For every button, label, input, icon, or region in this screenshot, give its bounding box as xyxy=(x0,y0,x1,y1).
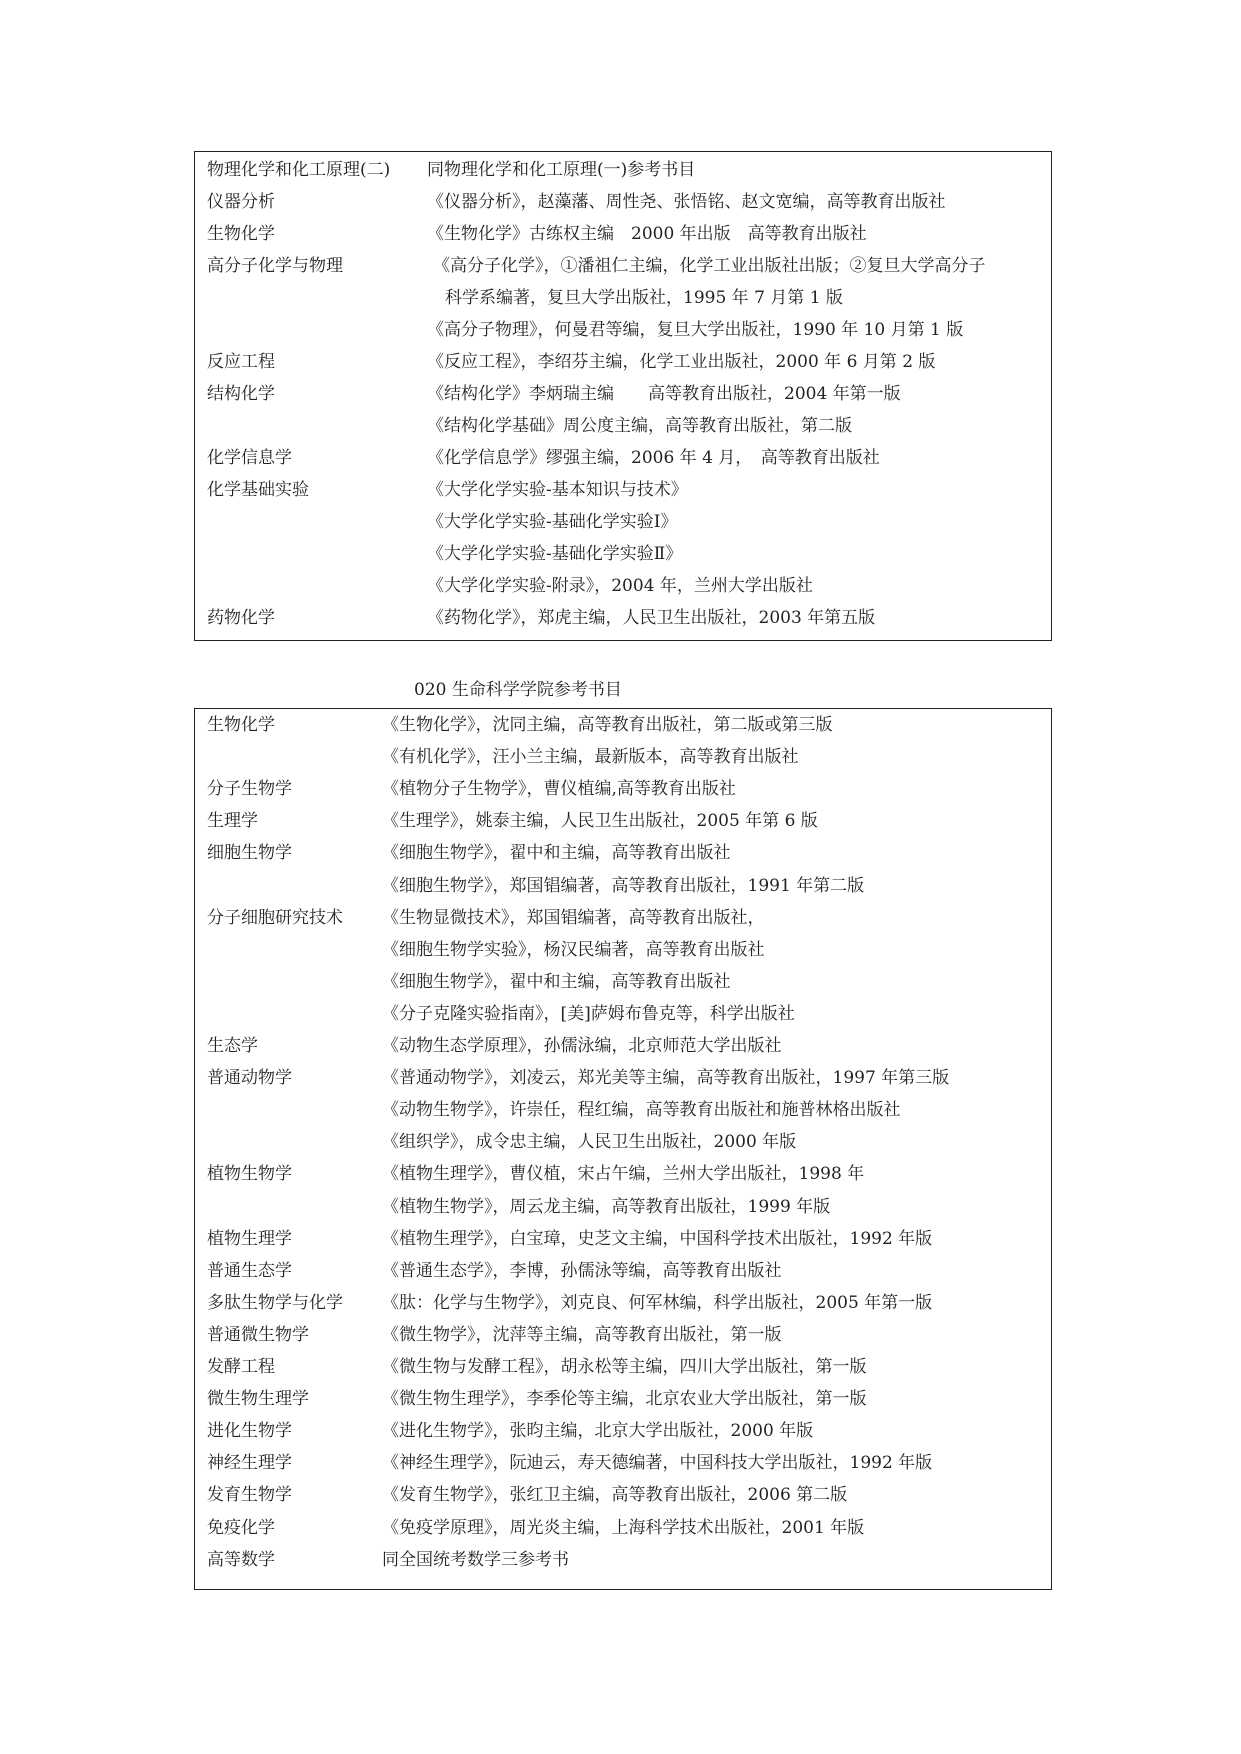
table-row xyxy=(195,805,1051,837)
subject-name: 发酵工程 xyxy=(207,1357,275,1377)
reference-book: 《细胞生物学》，郑国锠编著，高等教育出版社，1991 年第二版 xyxy=(382,875,865,896)
subject-name: 生物化学 xyxy=(207,715,275,735)
reference-book: 《植物分子生物学》，曹仪植编,高等教育出版社 xyxy=(382,779,736,800)
reference-book: 《有机化学》，汪小兰主编，最新版本，高等教育出版社 xyxy=(382,747,799,768)
table-row xyxy=(195,570,1051,602)
table-row xyxy=(195,837,1051,869)
table-row xyxy=(195,602,1051,634)
reference-book: 《微生物学》，沈萍等主编，高等教育出版社，第一版 xyxy=(382,1324,782,1345)
reference-book: 《结构化学》李炳瑞主编 高等教育出版社，2004 年第一版 xyxy=(427,384,901,404)
subject-name: 普通动物学 xyxy=(207,1068,292,1089)
reference-book: 《大学化学实验-附录》，2004 年，兰州大学出版社 xyxy=(427,576,813,596)
reference-book: 《植物生理学》，曹仪植，宋占午编，兰州大学出版社，1998 年 xyxy=(382,1164,865,1185)
table-row xyxy=(195,1158,1051,1190)
reference-book: 《植物生物学》，周云龙主编，高等教育出版社，1999 年版 xyxy=(382,1196,831,1217)
subject-name: 物理化学和化工原理(二) xyxy=(207,160,391,180)
reference-book: 同全国统考数学三参考书 xyxy=(382,1549,569,1570)
life-science-reference-table xyxy=(194,708,1052,1590)
table-row xyxy=(195,410,1051,442)
subject-name: 生态学 xyxy=(207,1036,258,1056)
subject-name: 化学基础实验 xyxy=(207,480,309,500)
subject-name: 普通生态学 xyxy=(207,1260,292,1281)
subject-name: 高等数学 xyxy=(207,1549,275,1570)
table-row xyxy=(195,1351,1051,1383)
table-row xyxy=(195,1126,1051,1158)
reference-book: 《生物化学》古练权主编 2000 年出版 高等教育出版社 xyxy=(427,224,867,244)
table-row xyxy=(195,474,1051,506)
table-row xyxy=(195,218,1051,250)
reference-book: 《细胞生物学》，翟中和主编，高等教育出版社 xyxy=(382,971,731,992)
reference-book: 《动物生物学》，许崇任，程红编，高等教育出版社和施普林格出版社 xyxy=(382,1100,901,1121)
reference-book: 《大学化学实验-基础化学实验Ⅱ》 xyxy=(427,544,683,564)
table-row xyxy=(195,1223,1051,1255)
reference-book: 《普通动物学》，刘凌云，郑光美等主编，高等教育出版社，1997 年第三版 xyxy=(382,1068,950,1089)
subject-name: 进化生物学 xyxy=(207,1421,292,1442)
table-row xyxy=(195,346,1051,378)
table-row xyxy=(195,966,1051,998)
subject-name: 微生物生理学 xyxy=(207,1389,309,1410)
table-row xyxy=(195,186,1051,218)
reference-book: 《分子克隆实验指南》，[美]萨姆布鲁克等，科学出版社 xyxy=(382,1003,795,1024)
subject-name: 分子生物学 xyxy=(207,779,292,800)
table-row xyxy=(195,1383,1051,1415)
reference-book: 《动物生态学原理》，孙儒泳编，北京师范大学出版社 xyxy=(382,1036,782,1056)
reference-book: 《反应工程》，李绍芬主编，化学工业出版社，2000 年 6 月第 2 版 xyxy=(427,352,936,372)
table-row xyxy=(195,1062,1051,1094)
subject-name: 结构化学 xyxy=(207,384,275,404)
reference-book: 《发育生物学》，张红卫主编，高等教育出版社，2006 第二版 xyxy=(382,1485,848,1506)
table-row xyxy=(195,934,1051,966)
subject-name: 免疫化学 xyxy=(207,1517,275,1538)
reference-book: 《仪器分析》，赵藻藩、周性尧、张悟铭、赵文宽编，高等教育出版社 xyxy=(427,192,946,212)
table-row xyxy=(195,538,1051,570)
subject-name: 高分子化学与物理 xyxy=(207,256,343,276)
life-science-section-title: 020 生命科学学院参考书目 xyxy=(414,680,622,700)
reference-book: 《高分子物理》，何曼君等编，复旦大学出版社，1990 年 10 月第 1 版 xyxy=(427,320,964,340)
subject-name: 分子细胞研究技术 xyxy=(207,907,343,928)
table-row xyxy=(195,1255,1051,1287)
table-row xyxy=(195,870,1051,902)
table-row xyxy=(195,741,1051,773)
table-row xyxy=(195,314,1051,346)
reference-book: 《微生物生理学》，李季伦等主编，北京农业大学出版社，第一版 xyxy=(382,1389,867,1410)
subject-name: 仪器分析 xyxy=(207,192,275,212)
table-row xyxy=(195,282,1051,314)
reference-book: 《细胞生物学实验》，杨汉民编著，高等教育出版社 xyxy=(382,939,765,960)
table-row xyxy=(195,1415,1051,1447)
subject-name: 神经生理学 xyxy=(207,1453,292,1474)
reference-book: 《大学化学实验-基础化学实验Ⅰ》 xyxy=(427,512,678,532)
reference-book: 《化学信息学》缪强主编，2006 年 4 月， 高等教育出版社 xyxy=(427,448,880,468)
subject-name: 细胞生物学 xyxy=(207,843,292,864)
subject-name: 多肽生物学与化学 xyxy=(207,1292,343,1313)
reference-book: 《肽：化学与生物学》，刘克良、何军林编，科学出版社，2005 年第一版 xyxy=(382,1292,933,1313)
table-row xyxy=(195,1544,1051,1576)
subject-name: 植物生理学 xyxy=(207,1228,292,1249)
reference-book: 《神经生理学》，阮迪云，寿天德编著，中国科技大学出版社，1992 年版 xyxy=(382,1453,933,1474)
table-row xyxy=(195,902,1051,934)
reference-book: 《组织学》，成令忠主编，人民卫生出版社，2000 年版 xyxy=(382,1132,797,1153)
reference-book: 《高分子化学》，①潘祖仁主编，化学工业出版社出版；②复旦大学高分子 xyxy=(433,256,986,276)
table-row xyxy=(195,1447,1051,1479)
reference-book: 《普通生态学》，李博，孙儒泳等编，高等教育出版社 xyxy=(382,1260,782,1281)
table-row xyxy=(195,1319,1051,1351)
reference-book: 《生理学》，姚泰主编，人民卫生出版社，2005 年第 6 版 xyxy=(382,811,818,832)
subject-name: 普通微生物学 xyxy=(207,1324,309,1345)
reference-book: 《植物生理学》，白宝璋，史芝文主编，中国科学技术出版社，1992 年版 xyxy=(382,1228,933,1249)
reference-book: 《生物化学》，沈同主编，高等教育出版社，第二版或第三版 xyxy=(382,715,833,735)
reference-book: 《药物化学》，郑虎主编，人民卫生出版社，2003 年第五版 xyxy=(427,608,876,628)
table-row xyxy=(195,1030,1051,1062)
table-row xyxy=(195,773,1051,805)
reference-book: 《大学化学实验-基本知识与技术》 xyxy=(427,480,688,500)
table-row xyxy=(195,154,1051,186)
reference-book: 《进化生物学》，张昀主编，北京大学出版社，2000 年版 xyxy=(382,1421,814,1442)
reference-book: 科学系编著，复旦大学出版社，1995 年 7 月第 1 版 xyxy=(445,288,843,308)
table-row xyxy=(195,442,1051,474)
reference-book: 同物理化学和化工原理(一)参考书目 xyxy=(427,160,696,180)
table-row xyxy=(195,250,1051,282)
table-row xyxy=(195,506,1051,538)
table-row xyxy=(195,709,1051,741)
subject-name: 生物化学 xyxy=(207,224,275,244)
chemistry-reference-table xyxy=(194,151,1052,641)
subject-name: 药物化学 xyxy=(207,608,275,628)
reference-book: 《结构化学基础》周公度主编，高等教育出版社，第二版 xyxy=(427,416,852,436)
table-row xyxy=(195,1191,1051,1223)
table-row xyxy=(195,1094,1051,1126)
subject-name: 生理学 xyxy=(207,811,258,832)
subject-name: 植物生物学 xyxy=(207,1164,292,1185)
table-row xyxy=(195,378,1051,410)
table-row xyxy=(195,1287,1051,1319)
table-row xyxy=(195,1512,1051,1544)
subject-name: 反应工程 xyxy=(207,352,275,372)
table-row xyxy=(195,998,1051,1030)
reference-book: 《微生物与发酵工程》，胡永松等主编，四川大学出版社，第一版 xyxy=(382,1357,867,1377)
subject-name: 化学信息学 xyxy=(207,448,292,468)
table-row xyxy=(195,1479,1051,1511)
reference-book: 《生物显微技术》，郑国锠编著，高等教育出版社， xyxy=(382,907,765,928)
subject-name: 发育生物学 xyxy=(207,1485,292,1506)
reference-book: 《免疫学原理》，周光炎主编，上海科学技术出版社，2001 年版 xyxy=(382,1517,865,1538)
reference-book: 《细胞生物学》，翟中和主编，高等教育出版社 xyxy=(382,843,731,864)
